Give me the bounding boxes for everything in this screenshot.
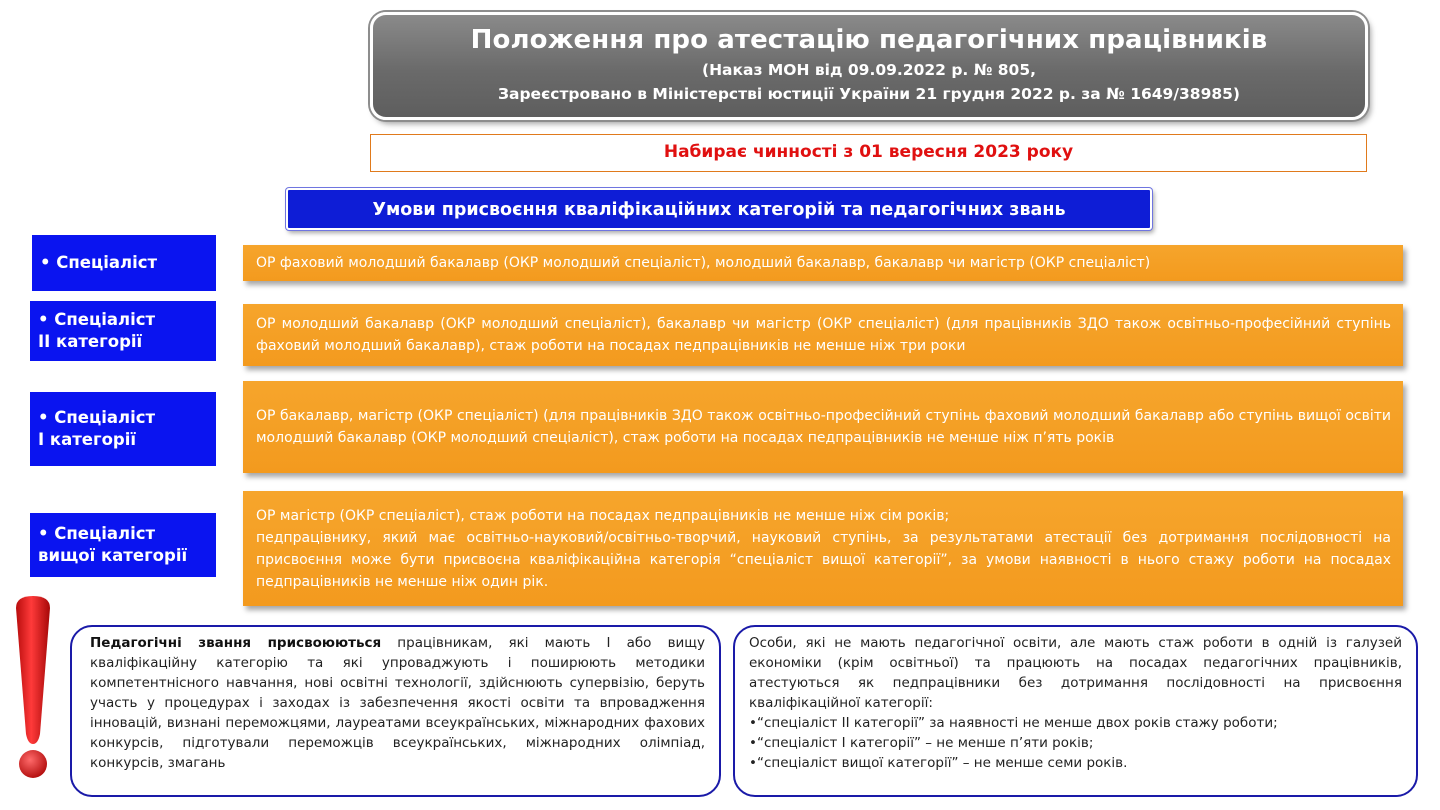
non-pedagogical-staff-note	[733, 625, 1418, 797]
category-line2: ІІ категорії	[38, 332, 143, 351]
category-specialist-requirements	[243, 245, 1403, 281]
category-first-requirements	[243, 381, 1403, 473]
requirement-text: ОР фаховий молодший бакалавр (ОКР молодший спеціаліст), молодший бакалавр, бакалавр чи магістр (ОКР спеціаліст)	[256, 255, 1151, 271]
effective-date-banner: Набирає чинності з 01 вересня 2023 року	[370, 134, 1367, 172]
requirement-text: ОР молодший бакалавр (ОКР молодший спеціаліст), бакалавр чи магістр (ОКР спеціаліст) (для працівників ЗДО також освітньо-професійний ступінь фаховий молодший бакалавр), стаж роботи на посадах педпрацівників не менше ніж три роки	[256, 316, 1391, 354]
note-bullet: •“спеціаліст вищої категорії” – не менше семи років.	[749, 755, 1128, 771]
requirement-text: педпрацівнику, який має освітньо-науковий/освітньо-творчий, науковий ступінь, за результатами атестації без дотримання послідовності на присвоєння може бути присвоєна кваліфікаційна категорія “спеціаліст вищої категорії”, за умови наявності в нього стажу роботи на посадах педпрацівників не менше ніж один рік.	[256, 529, 1391, 590]
requirement-text: ОР бакалавр, магістр (ОКР спеціаліст) (для працівників ЗДО також освітньо-професійний ступінь фаховий молодший бакалавр або ступінь вищої освіти молодший бакалавр (ОКР молодший спеціаліст), стаж роботи на посадах педпрацівників не менше ніж п’ять років	[256, 408, 1391, 446]
note-intro: Особи, які не мають педагогічної освіти, але мають стаж роботи в одній із галузей економіки (крім освітньої) та працюють на посадах педагогічних працівників, атестуються як педпрацівники без дотримання послідовності на присвоєння кваліфікаційної категорії:	[749, 635, 1402, 711]
note-bullet: •“спеціаліст ІІ категорії” за наявності не менше двох років стажу роботи;	[749, 715, 1278, 731]
category-line2: вищої категорії	[38, 546, 188, 565]
category-line1: • Спеціаліст	[38, 524, 156, 543]
document-title: Положення про атестацію педагогічних працівників	[470, 25, 1268, 55]
note-body: працівникам, які мають І або вищу кваліфікаційну категорію та які упроваджують і поширюють методики компетентнісного навчання, нові освітні технології, здійснюють супервізію, беруть участь у процедурах і заходах із забезпечення якості освіти та впровадження інновацій, визнані переможцями, лауреатами всеукраїнських, міжнародних фахових конкурсів, підготували переможців всеукраїнських, міжнародних олімпіад, конкурсів, змагань	[90, 635, 706, 771]
category-specialist-label	[32, 235, 216, 291]
category-highest-label	[30, 513, 216, 577]
category-second-requirements	[243, 304, 1403, 366]
category-line1: • Спеціаліст	[38, 408, 156, 427]
order-reference: (Наказ МОН від 09.09.2022 р. № 805,	[701, 61, 1037, 79]
category-second-label	[30, 301, 216, 361]
exclamation-icon	[10, 594, 56, 784]
pedagogical-titles-note	[70, 625, 721, 797]
category-line1: • Спеціаліст	[40, 253, 158, 272]
document-header	[370, 12, 1368, 120]
requirement-text: ОР магістр (ОКР спеціаліст), стаж роботи на посадах педпрацівників не менше ніж сім років;	[256, 507, 950, 524]
category-first-label	[30, 392, 216, 466]
registration-reference: Зареєстровано в Міністерстві юстиції України 21 грудня 2022 р. за № 1649/38985)	[497, 85, 1241, 103]
note-bullet: •“спеціаліст І категорії” – не менше п’яти років;	[749, 735, 1094, 751]
category-line1: • Спеціаліст	[38, 310, 156, 329]
conditions-heading: Умови присвоєння кваліфікаційних категорій та педагогічних звань	[286, 188, 1152, 230]
note-bold-lead: Педагогічні звання присвоюються	[90, 635, 382, 651]
category-line2: І категорії	[38, 430, 137, 449]
category-highest-requirements	[243, 491, 1403, 606]
